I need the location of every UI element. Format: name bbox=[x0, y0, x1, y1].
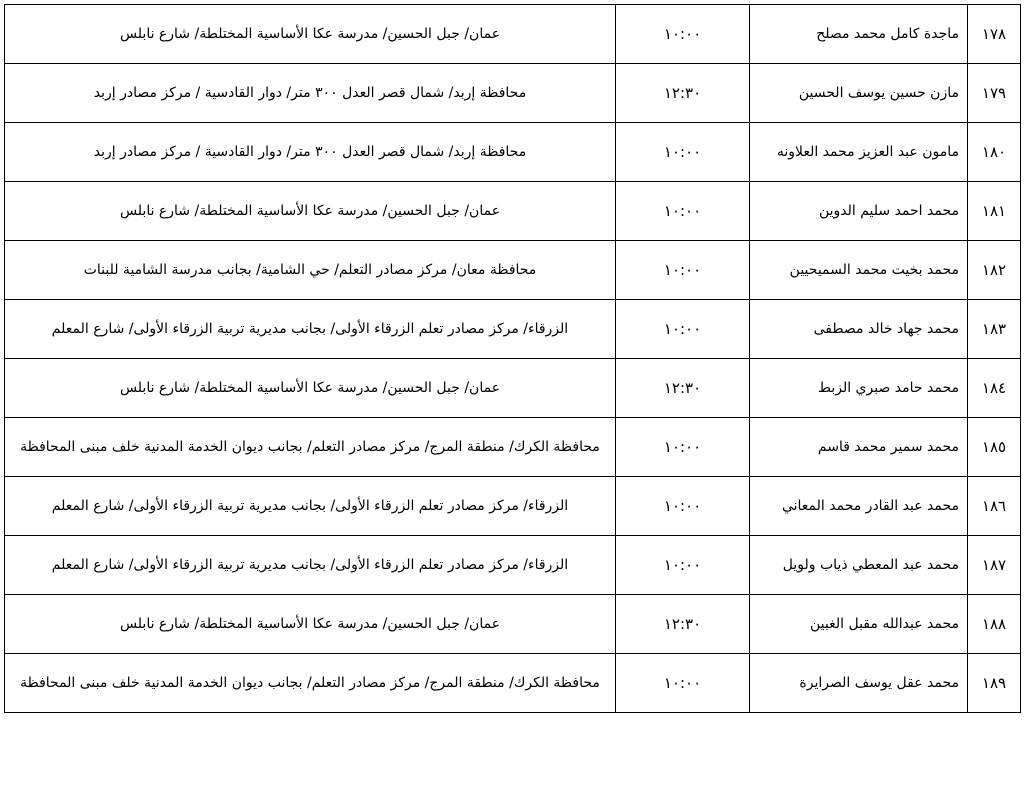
appointment-time: ١٠:٠٠ bbox=[616, 477, 750, 536]
person-name: ماجدة كامل محمد مصلح bbox=[750, 5, 968, 64]
person-name: محمد احمد سليم الدوين bbox=[750, 182, 968, 241]
location-address: عمان/ جبل الحسين/ مدرسة عكا الأساسية المختلطة/ شارع نابلس bbox=[5, 182, 616, 241]
table-row bbox=[5, 241, 1021, 300]
schedule-table-body bbox=[5, 5, 1021, 713]
appointment-time: ١٢:٣٠ bbox=[616, 359, 750, 418]
location-address: محافظة إربد/ شمال قصر العدل ٣٠٠ متر/ دوار القادسية / مركز مصادر إربد bbox=[5, 64, 616, 123]
person-name: مامون عبد العزيز محمد العلاونه bbox=[750, 123, 968, 182]
person-name: مازن حسين يوسف الحسين bbox=[750, 64, 968, 123]
person-name: محمد عبد المعطي ذياب ولويل bbox=[750, 536, 968, 595]
table-row bbox=[5, 300, 1021, 359]
table-row bbox=[5, 5, 1021, 64]
person-name: محمد حامد صبري الزبط bbox=[750, 359, 968, 418]
row-number: ١٨٤ bbox=[968, 359, 1021, 418]
appointment-time: ١٠:٠٠ bbox=[616, 241, 750, 300]
appointment-time: ١٠:٠٠ bbox=[616, 5, 750, 64]
row-number: ١٧٩ bbox=[968, 64, 1021, 123]
table-row bbox=[5, 418, 1021, 477]
row-number: ١٨٥ bbox=[968, 418, 1021, 477]
location-address: الزرقاء/ مركز مصادر تعلم الزرقاء الأولى/ بجانب مديرية تربية الزرقاء الأولى/ شارع المعلم bbox=[5, 536, 616, 595]
table-row bbox=[5, 182, 1021, 241]
row-number: ١٨٩ bbox=[968, 654, 1021, 713]
table-row bbox=[5, 654, 1021, 713]
appointment-time: ١٠:٠٠ bbox=[616, 123, 750, 182]
location-address: عمان/ جبل الحسين/ مدرسة عكا الأساسية المختلطة/ شارع نابلس bbox=[5, 5, 616, 64]
person-name: محمد عقل يوسف الصرايرة bbox=[750, 654, 968, 713]
person-name: محمد سمير محمد قاسم bbox=[750, 418, 968, 477]
location-address: عمان/ جبل الحسين/ مدرسة عكا الأساسية المختلطة/ شارع نابلس bbox=[5, 359, 616, 418]
appointment-time: ١٠:٠٠ bbox=[616, 300, 750, 359]
appointment-time: ١٠:٠٠ bbox=[616, 182, 750, 241]
location-address: محافظة الكرك/ منطقة المرج/ مركز مصادر التعلم/ بجانب ديوان الخدمة المدنية خلف مبنى المحافظة bbox=[5, 418, 616, 477]
row-number: ١٨١ bbox=[968, 182, 1021, 241]
row-number: ١٨٧ bbox=[968, 536, 1021, 595]
location-address: الزرقاء/ مركز مصادر تعلم الزرقاء الأولى/ بجانب مديرية تربية الزرقاء الأولى/ شارع المعلم bbox=[5, 477, 616, 536]
table-row bbox=[5, 123, 1021, 182]
location-address: محافظة الكرك/ منطقة المرج/ مركز مصادر التعلم/ بجانب ديوان الخدمة المدنية خلف مبنى المحافظة bbox=[5, 654, 616, 713]
row-number: ١٨٦ bbox=[968, 477, 1021, 536]
location-address: الزرقاء/ مركز مصادر تعلم الزرقاء الأولى/ بجانب مديرية تربية الزرقاء الأولى/ شارع المعلم bbox=[5, 300, 616, 359]
location-address: عمان/ جبل الحسين/ مدرسة عكا الأساسية المختلطة/ شارع نابلس bbox=[5, 595, 616, 654]
schedule-table bbox=[4, 4, 1021, 713]
location-address: محافظة معان/ مركز مصادر التعلم/ حي الشامية/ بجانب مدرسة الشامية للبنات bbox=[5, 241, 616, 300]
person-name: محمد جهاد خالد مصطفى bbox=[750, 300, 968, 359]
table-row bbox=[5, 536, 1021, 595]
row-number: ١٨٠ bbox=[968, 123, 1021, 182]
appointment-time: ١٠:٠٠ bbox=[616, 654, 750, 713]
appointment-time: ١٢:٣٠ bbox=[616, 64, 750, 123]
row-number: ١٨٢ bbox=[968, 241, 1021, 300]
person-name: محمد عبد القادر محمد المعاني bbox=[750, 477, 968, 536]
table-row bbox=[5, 359, 1021, 418]
table-row bbox=[5, 477, 1021, 536]
person-name: محمد عبدالله مقبل الغبين bbox=[750, 595, 968, 654]
row-number: ١٧٨ bbox=[968, 5, 1021, 64]
location-address: محافظة إربد/ شمال قصر العدل ٣٠٠ متر/ دوار القادسية / مركز مصادر إربد bbox=[5, 123, 616, 182]
table-row bbox=[5, 64, 1021, 123]
row-number: ١٨٣ bbox=[968, 300, 1021, 359]
person-name: محمد بخيت محمد السميحيين bbox=[750, 241, 968, 300]
appointment-time: ١٠:٠٠ bbox=[616, 536, 750, 595]
table-row bbox=[5, 595, 1021, 654]
appointment-time: ١٢:٣٠ bbox=[616, 595, 750, 654]
appointment-time: ١٠:٠٠ bbox=[616, 418, 750, 477]
row-number: ١٨٨ bbox=[968, 595, 1021, 654]
